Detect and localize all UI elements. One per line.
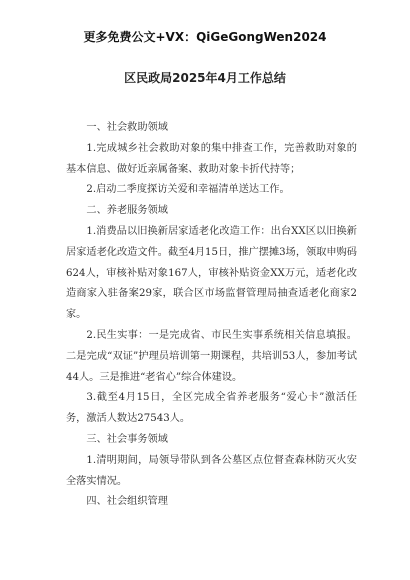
paragraph: 3.截至4月15日，全区完成全省养老服务“爱心卡”激活任务，激活人数达27543人。 xyxy=(66,392,357,425)
header-note: 更多免费公文+VX：QiGeGongWen2024 xyxy=(83,30,327,44)
document-title: 区民政局2025年4月工作总结 xyxy=(124,71,286,85)
section-heading-social-organizations: 四、社会组织管理 xyxy=(86,496,168,508)
section-heading-social-assistance: 一、社会救助领域 xyxy=(86,122,168,133)
paragraph: 1.清明期间，局领导带队到各公墓区点位督查森林防灭火安全落实情况。 xyxy=(66,454,357,487)
paragraph: 2.启动二季度探访关爱和幸福清单送达工作。 xyxy=(86,184,290,196)
paragraph: 1.完成城乡社会救助对象的集中排查工作，完善救助对象的基本信息、做好近亲属备案、救助对象卡折代持等； xyxy=(66,142,357,175)
section-heading-social-affairs: 三、社会事务领域 xyxy=(86,433,168,445)
document-body xyxy=(66,118,357,513)
section-heading-elderly-care: 二、养老服务领域 xyxy=(86,205,168,217)
paragraph: 2.民生实事：一是完成省、市民生实事系统相关信息填报。二是完成“双证”护理员培训第一期课程，共培训53人，参加考试44人。三是推进“老省心”综合体建设。 xyxy=(66,329,357,383)
paragraph: 1.消费品以旧换新居家适老化改造工作：出台XX区以旧换新居家适老化改造文件。截至4月15日，推广摆摊3场，领取申购码624人，审核补贴对象167人，审核补贴资金XX万元，适老化改造商家入驻备案29家，联合区市场监督管理局抽查适老化商家2家。 xyxy=(66,225,357,321)
